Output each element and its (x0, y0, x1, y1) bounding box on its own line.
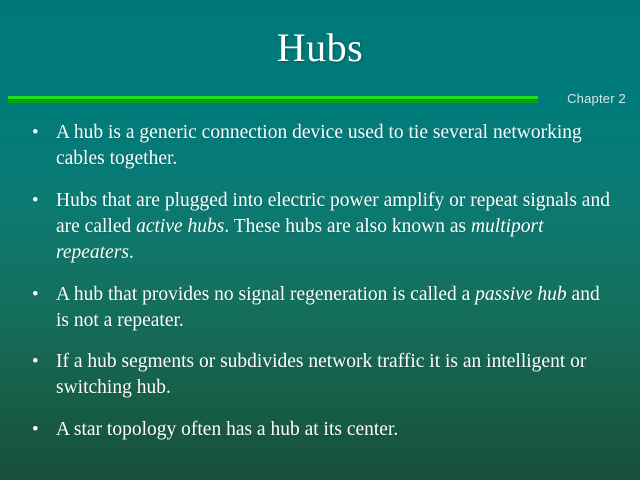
slide-body (0, 120, 640, 459)
list-item (22, 188, 614, 266)
list-item (22, 282, 614, 334)
list-item-text: If a hub segments or subdivides network traffic it is an intelligent or switching hub. (56, 351, 587, 399)
list-item-text: A hub that provides no signal regeneration is called a (56, 283, 476, 305)
chapter-label: Chapter 2 (567, 91, 626, 106)
bullet-list (0, 120, 640, 443)
title-area (0, 0, 640, 96)
list-item-text: and is not a repeater. (56, 283, 600, 331)
divider-line-dark (8, 100, 538, 103)
bullet-marker-icon: • (32, 189, 39, 211)
divider-line-bright (8, 96, 538, 99)
list-item (22, 417, 614, 443)
list-item (22, 349, 614, 401)
list-item-text: active hubs (136, 215, 225, 237)
list-item (22, 120, 614, 172)
title-divider (8, 96, 538, 104)
list-item-text: A hub is a generic connection device used to tie several networking cables together. (56, 122, 582, 169)
bullet-marker-icon: • (32, 419, 39, 441)
list-item-text: Hubs that are plugged into electric power amplify or repeat signals and are called (56, 189, 610, 237)
list-item-text: multiport repeaters (56, 215, 544, 263)
bullet-marker-icon: • (32, 283, 39, 305)
bullet-marker-icon: • (32, 122, 39, 143)
bullet-marker-icon: • (32, 351, 39, 373)
list-item-text: A star topology often has a hub at its center. (56, 419, 399, 441)
list-item-text: . These hubs are also known as (224, 215, 471, 237)
list-item-text: passive hub (475, 283, 567, 305)
page-title: Hubs (276, 25, 364, 70)
list-item-text: . (128, 241, 134, 263)
